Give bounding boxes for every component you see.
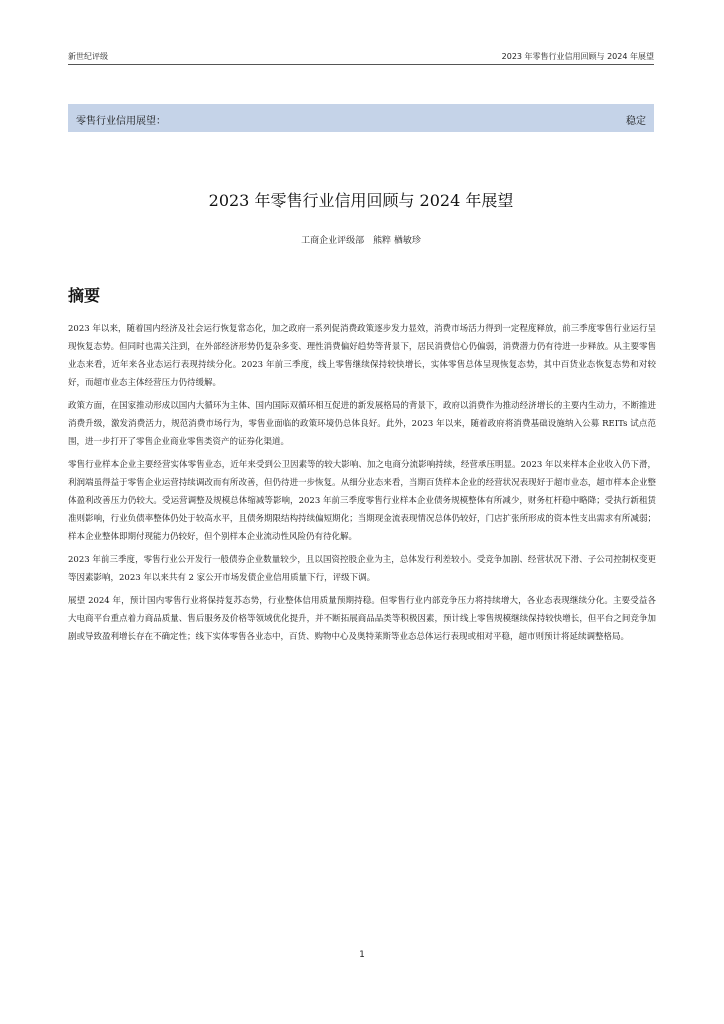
abstract-paragraph: 零售行业样本企业主要经营实体零售业态，近年来受到公卫因素等的较大影响、加之电商分流影响持续，经营承压明显。2023 年以来样本企业收入仍下滑，利润端虽得益于零售企业运营持续调改而有所改善，但仍待进一步恢复。从细分业态来看，当期百货样本企业的经营状况表现好于超市业态，超市样本企业整体盈利改善压力仍较大。受运营调整及规模总体缩减等影响，2023 年前三季度零售行业样本企业债务规模整体有所减少，财务杠杆稳中略降；受执行新租赁准则影响，行业负债率整体仍处于较高水平，且债务期限结构持续偏短期化；当期现金流表现情况总体仍较好，门店扩张所形成的资本性支出需求有所减弱；样本企业整体即期付现能力仍较好，但个别样本企业流动性风险仍有待化解。: [68, 460, 656, 542]
page-header: [68, 48, 654, 65]
publisher-name: 新世纪评级: [68, 52, 108, 61]
authors-line: [68, 233, 654, 246]
abstract-paragraph: 2023 年以来，随着国内经济及社会运行恢复常态化，加之政府一系列促消费政策逐步发力显效，消费市场活力得到一定程度释放，前三季度零售行业运行呈现恢复态势。但同时也需关注到，在外部经济形势仍复杂多变、理性消费偏好趋势等背景下，居民消费信心仍偏弱，消费潜力仍有待进一步释放。从主要零售业态来看，近年来各业态运行表现持续分化。2023 年前三季度，线上零售继续保持较快增长，实体零售总体呈现恢复态势，其中百货业态恢复态势和对较好，而超市业态主体经营压力仍待缓解。: [68, 324, 656, 388]
department-name: 工商企业评级部: [301, 236, 365, 246]
page-number: 1: [359, 950, 365, 960]
abstract-paragraph: 2023 年前三季度，零售行业公开发行一般债券企业数量较少，且以国资控股企业为主，总体发行利差较小。受竞争加剧、经营状况下滑、子公司控制权变更等因素影响，2023 年以来共有 2 家公开市场发债企业信用质量下行，评级下调。: [68, 555, 656, 583]
abstract-paragraph: 展望 2024 年，预计国内零售行业将保持复苏态势，行业整体信用质量预期持稳。但零售行业内部竞争压力将持续增大，各业态表现继续分化。主要受益各大电商平台重点着力商品质量、售后服务及价格等领域优化提升，并不断拓展商品品类等积极因素，预计线上零售规模继续保持较快增长，但平台之间竞争加剧或导致盈利增长存在不确定性；线下实体零售各业态中，百货、购物中心及奥特莱斯等业态总体运行表现或相对平稳，超市则预计将延续调整格局。: [68, 596, 656, 642]
outlook-value: 稳定: [626, 116, 646, 127]
abstract-body: [68, 320, 656, 651]
outlook-label: 零售行业信用展望：: [76, 116, 166, 127]
report-title: 2023 年零售行业信用回顾与 2024 年展望: [208, 191, 514, 210]
abstract-heading: 摘要: [68, 286, 101, 305]
abstract-paragraph: 政策方面，在国家推动形成以国内大循环为主体、国内国际双循环相互促进的新发展格局的背景下，政府以消费作为推动经济增长的主要内生动力，不断推进消费升级，激发消费活力，规范消费市场行为，零售业面临的政策环境仍总体良好。此外，2023 年以来，随着政府将消费基础设施纳入公募 REITs 试点范围，进一步打开了零售企业商业零售类资产的证券化渠道。: [68, 401, 656, 447]
outlook-bar: [68, 104, 654, 132]
author-names: 熊粹 楢敏珍: [373, 236, 421, 246]
header-report-title: 2023 年零售行业信用回顾与 2024 年展望: [501, 52, 654, 61]
